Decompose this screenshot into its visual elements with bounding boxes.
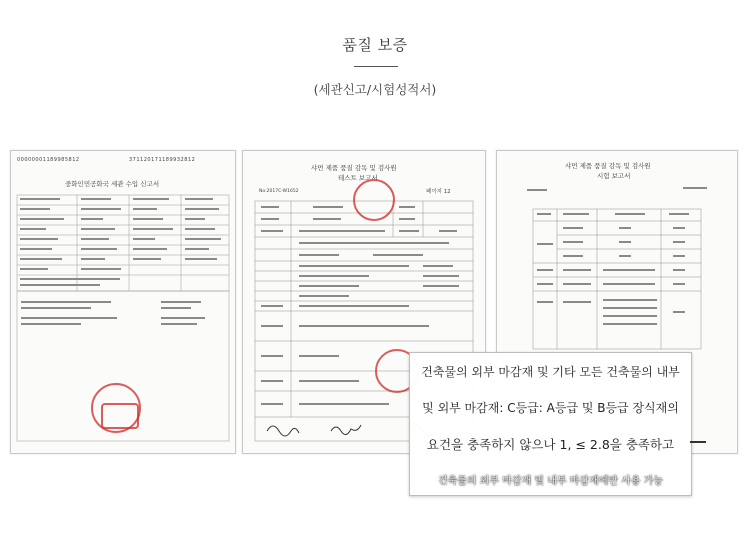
test-report-number: No:2017C-W1652 <box>259 189 299 194</box>
customs-declaration-document[interactable] <box>10 150 236 454</box>
overlay-line-4: 건축물의 외부 마감재 및 내부 마감재에만 사용 가능 <box>437 476 664 487</box>
test-report-heading-line1: 샤먼 제품 품질 감독 및 검사원 <box>311 164 397 172</box>
customs-document-heading: 중화인민공화국 세관 수입 신고서 <box>65 180 160 188</box>
title-divider <box>354 66 398 67</box>
overlay-line-2: 및 외부 마감재: C등급: A등급 및 B등급 장식재의 <box>422 401 679 415</box>
page-subtitle: (세관신고/시험성적서) <box>313 82 437 97</box>
customs-rect-stamp <box>101 403 139 429</box>
test-report-page-label: 페이지 12 <box>426 189 451 195</box>
inspection-report-heading-line1: 샤먼 제품 품질 감독 및 검사원 <box>565 162 651 170</box>
overlay-line-3: 요건을 충족하지 않으나 1, ≤ 2.8을 충족하고 <box>426 437 675 452</box>
overlay-line-1: 건축물의 외부 마감재 및 기타 모든 건축물의 내부 <box>421 365 680 379</box>
grade-description-overlay <box>409 352 692 496</box>
test-report-heading-line2: 테스트 보고서 <box>338 174 378 182</box>
test-report-red-stamp <box>353 179 395 221</box>
barcode-number-right: 371120171189932812 <box>129 157 196 163</box>
page-title: 품질 보증 <box>342 36 408 54</box>
inspection-report-heading-line2: 시험 보고서 <box>597 172 631 180</box>
overlay-dash <box>690 441 706 443</box>
barcode-number-left: 00000001189985812 <box>17 157 80 163</box>
